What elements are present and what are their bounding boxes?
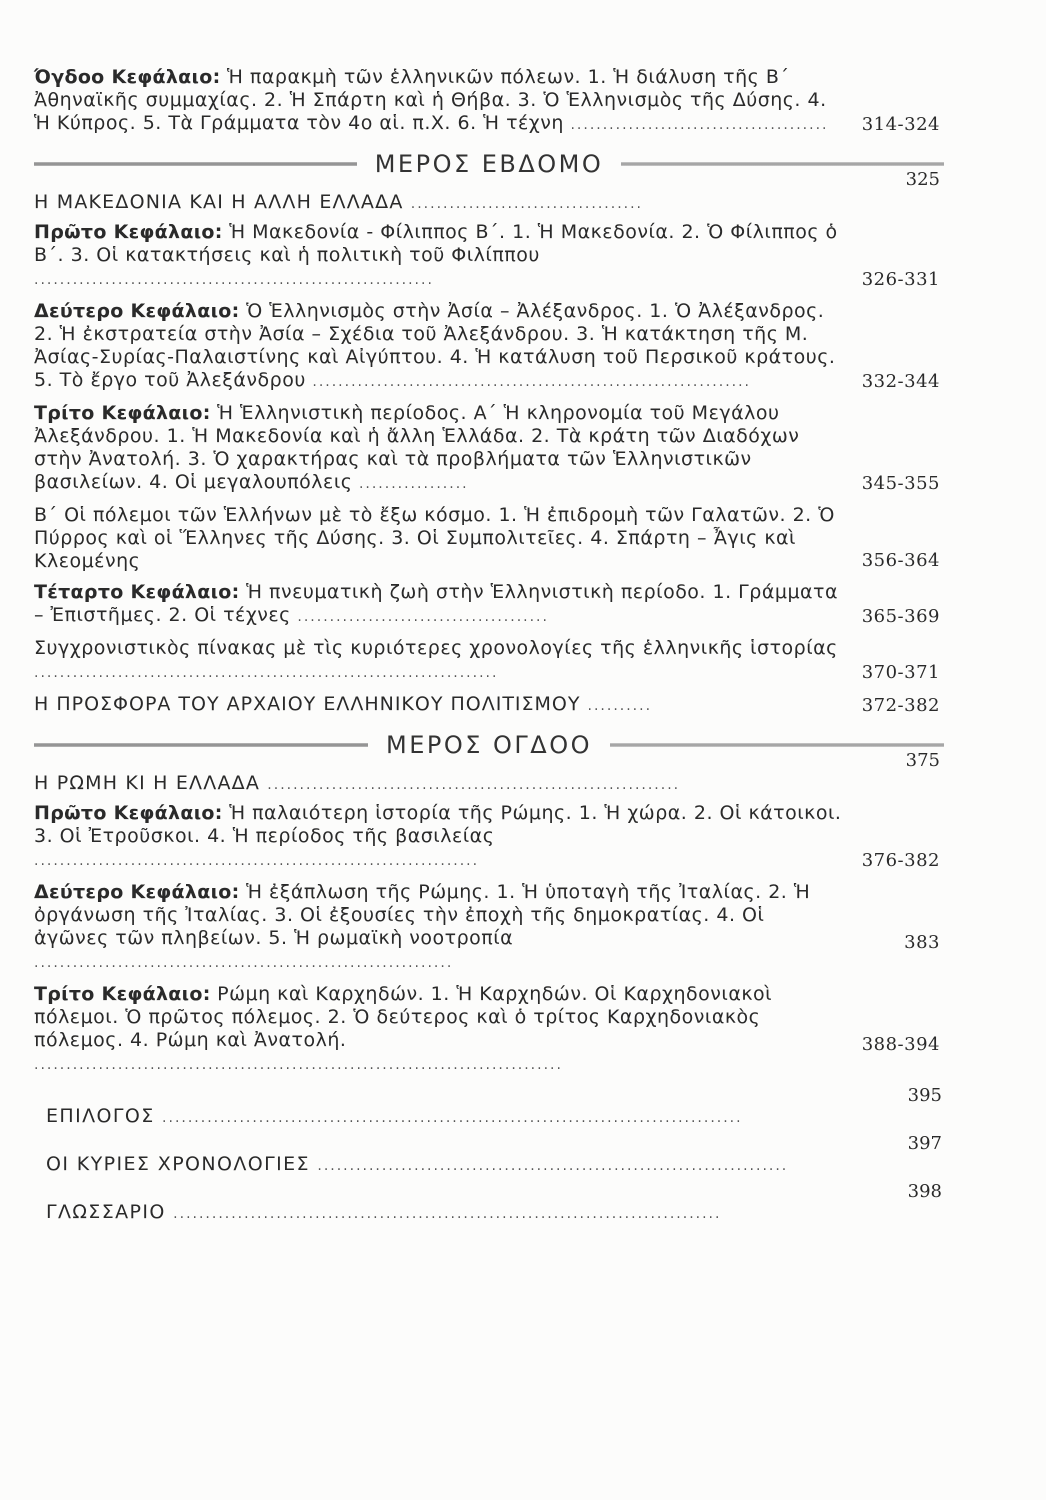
page-number: 383 — [904, 932, 940, 953]
entry-text — [34, 881, 844, 975]
leader-dots: ....................................... — [297, 609, 549, 625]
chapter-contents: Ἡ πνευματικὴ ζωὴ στὴν Ἑλληνιστικὴ περίοδο. 1. Γράμματα – Ἐπιστῆμες. 2. Οἱ τέχνες — [34, 581, 839, 626]
toc-entry-p7-chapter-2[interactable] — [34, 300, 944, 394]
leader-dots: ................. — [358, 476, 469, 492]
toc-entry-glossary[interactable] — [34, 1181, 944, 1227]
end-entry-name: ΕΠΙΛΟΓΟΣ — [46, 1105, 163, 1127]
entry-text — [34, 581, 844, 629]
main-entry-name: Η ΜΑΚΕΔΟΝΙΑ ΚΑΙ Η ΑΛΛΗ ΕΛΛΑΔΑ — [34, 191, 411, 213]
chapter-contents: Ἡ ἐξάπλωση τῆς Ρώμης. 1. Ἡ ὑποταγὴ τῆς Ἰταλίας. 2. Ἡ ὀργάνωση τῆς Ἰταλίας. 3. Οἱ ἐξουσίες τὴν ἐποχὴ τῆς δημοκρατίας. 4. Οἱ ἀγῶνες τῶν πληβείων. 5. Ἡ ρωμαϊκὴ νοοτροπία — [34, 881, 811, 949]
leader-dots: ................................................................ — [267, 777, 681, 793]
page-number: 326-331 — [861, 269, 940, 290]
chapter-heading: Τρίτο Κεφάλαιο: — [34, 402, 211, 424]
page-number: 375 — [905, 750, 940, 771]
chapter-heading: Πρῶτο Κεφάλαιο: — [34, 221, 223, 243]
page-number: 325 — [905, 169, 940, 190]
chapter-heading: Τρίτο Κεφάλαιο: — [34, 983, 211, 1005]
entry-text — [34, 693, 844, 718]
chapter-heading: Δεύτερο Κεφάλαιο: — [34, 300, 240, 322]
page-number: 370-371 — [861, 662, 940, 683]
page-number: 314-324 — [861, 114, 940, 135]
entry-text — [34, 221, 844, 292]
main-entry-title — [34, 191, 944, 213]
toc-entry-p8-chapter-2[interactable] — [34, 881, 944, 975]
leader-dots: ......................................................................... — [317, 1158, 789, 1174]
entry-text — [34, 983, 844, 1077]
leader-dots: .................................................................... — [312, 374, 751, 390]
divider-rule-right — [621, 162, 944, 166]
toc-entry-chapter-8[interactable] — [34, 66, 944, 137]
entry-contents: Η ΠΡΟΣΦΟΡΑ ΤΟΥ ΑΡΧΑΙΟΥ ΕΛΛΗΝΙΚΟΥ ΠΟΛΙΤΙΣΜΟΥ — [34, 693, 588, 715]
toc-entry-p7-chapter-4[interactable] — [34, 581, 944, 629]
chapter-contents: Ἡ παλαιότερη ἱστορία τῆς Ρώμης. 1. Ἡ χώρα. 2. Οἱ κάτοικοι. 3. Οἱ Ἐτροῦσκοι. 4. Ἡ περίοδος τῆς βασιλείας — [34, 802, 842, 847]
leader-dots: ........................................ — [570, 117, 829, 133]
part-8-title: ΜΕΡΟΣ ΟΓΔΟΟ — [386, 731, 592, 759]
part-8-divider — [34, 728, 944, 762]
entry-text — [34, 402, 844, 496]
leader-dots: .................................................................................. — [34, 1057, 563, 1073]
divider-rule-right — [610, 743, 944, 747]
page-number: 345-355 — [861, 473, 940, 494]
part-7-title: ΜΕΡΟΣ ΕΒΔΟΜΟ — [374, 150, 604, 178]
leader-dots: .................................... — [410, 196, 643, 212]
chapter-contents: Ρώμη καὶ Καρχηδών. 1. Ἡ Καρχηδών. Οἱ Καρχηδονιακοὶ πόλεμοι. Ὁ πρῶτος πόλεμος. 2. Ὁ δεύτερος καὶ ὁ τρίτος Καρχηδονιακὸς πόλεμος. 4. Ρώμη καὶ Ἀνατολή. — [34, 983, 773, 1051]
toc-entry-p7-chapter-3a[interactable] — [34, 402, 944, 496]
leader-dots: ........................................................................ — [34, 665, 499, 681]
chapter-contents: Ὁ Ἑλληνισμὸς στὴν Ἀσία – Ἀλέξανδρος. 1. Ὁ Ἀλέξανδρος. 2. Ἡ ἐκστρατεία στὴν Ἀσία – Σχέδια τοῦ Ἀλεξάνδρου. 3. Ἡ κατάκτηση τῆς Μ. Ἀσίας-Συρίας-Παλαιστίνης καὶ Αἰγύπτου. 4. Ἡ κατάλυση τοῦ Περσικοῦ κράτους. 5. Τὸ ἔργο τοῦ Ἀλεξάνδρου — [34, 300, 836, 391]
entry-text — [34, 802, 844, 873]
chapter-heading: Πρῶτο Κεφάλαιο: — [34, 802, 223, 824]
chapter-heading: Τέταρτο Κεφάλαιο: — [34, 581, 240, 603]
end-entry-name: ΟΙ ΚΥΡΙΕΣ ΧΡΟΝΟΛΟΓΙΕΣ — [46, 1153, 318, 1175]
chapter-contents: Ἡ παρακμὴ τῶν ἑλληνικῶν πόλεων. 1. Ἡ διάλυση τῆς Β΄ Ἀθηναϊκῆς συμμαχίας. 2. Ἡ Σπάρτη καὶ ἡ Θήβα. 3. Ὁ Ἑλληνισμὸς τῆς Δύσης. 4. Ἡ Κύπρος. 5. Τὰ Γράμματα τὸν 4ο αἱ. π.Χ. 6. Ἡ τέχνη — [34, 66, 827, 134]
chapter-contents: Β΄ Οἱ πόλεμοι τῶν Ἑλλήνων μὲ τὸ ἔξω κόσμο. 1. Ἡ ἐπιδρομὴ τῶν Γαλατῶν. 2. Ὁ Πύρρος καὶ οἱ Ἕλληνες τῆς Δύσης. 3. Οἱ Συμπολιτεῖες. 4. Σπάρτη – Ἆγις καὶ Κλεομένης — [34, 504, 835, 572]
leader-dots: ................................................................. — [34, 955, 454, 971]
end-entry-title — [46, 1153, 788, 1175]
toc-entry-chronologies[interactable] — [34, 1133, 944, 1179]
leader-dots: ..................................................................................... — [173, 1206, 722, 1222]
entry-text — [34, 66, 844, 137]
page-number: 372-382 — [861, 695, 940, 716]
page-number: 388-394 — [861, 1034, 940, 1055]
page-number: 332-344 — [861, 371, 940, 392]
end-entry-title — [46, 1201, 721, 1223]
entry-text — [34, 504, 844, 573]
chapter-heading: Δεύτερο Κεφάλαιο: — [34, 881, 240, 903]
entry-text — [34, 300, 844, 394]
leader-dots: ..................................................................... — [34, 853, 480, 869]
end-entry-name: ΓΛΩΣΣΑΡΙΟ — [46, 1201, 174, 1223]
part-8-main-entry[interactable] — [34, 750, 944, 794]
toc-entry-p7-contribution[interactable] — [34, 693, 944, 718]
divider-rule-left — [34, 743, 368, 747]
chapter-contents: Ἡ Ἑλληνιστικὴ περίοδος. Α΄ Ἡ κληρονομία τοῦ Μεγάλου Ἀλεξάνδρου. 1. Ἡ Μακεδονία καὶ ἡ ἄλλη Ἑλλάδα. 2. Τὰ κράτη τῶν Διαδόχων στὴν Ἀνατολή. 3. Ὁ χαρακτήρας καὶ τὰ προβλήματα τῶν Ἑλληνιστικῶν βασιλείων. 4. Οἱ μεγαλουπόλεις — [34, 402, 800, 493]
part-7-divider — [34, 147, 944, 181]
end-entry-title — [46, 1105, 743, 1127]
toc-entry-p8-chapter-3[interactable] — [34, 983, 944, 1077]
page-number: 356-364 — [861, 550, 940, 571]
page-number: 395 — [907, 1085, 942, 1106]
toc-entry-epilogue[interactable] — [34, 1085, 944, 1131]
table-of-contents — [34, 66, 944, 1227]
entry-text — [34, 637, 844, 685]
toc-entry-p8-chapter-1[interactable] — [34, 802, 944, 873]
page-number: 398 — [907, 1181, 942, 1202]
leader-dots: .............................................................. — [34, 272, 434, 288]
chapter-contents: Ἡ Μακεδονία - Φίλιππος Β΄. 1. Ἡ Μακεδονία. 2. Ὁ Φίλιππος ὁ Β΄. 3. Οἱ κατακτήσεις καὶ ἡ πολιτικὴ τοῦ Φιλίππου — [34, 221, 838, 266]
leader-dots: .......... — [587, 698, 653, 714]
page-number: 397 — [907, 1133, 942, 1154]
page-number: 376-382 — [861, 850, 940, 871]
main-entry-title — [34, 772, 944, 794]
divider-rule-left — [34, 162, 357, 166]
main-entry-name: Η ΡΩΜΗ ΚΙ Η ΕΛΛΑΔΑ — [34, 772, 268, 794]
toc-entry-p7-chapter-1[interactable] — [34, 221, 944, 292]
part-7-main-entry[interactable] — [34, 169, 944, 213]
entry-contents: Συγχρονιστικὸς πίνακας μὲ τὶς κυριότερες χρονολογίες τῆς ἑλληνικῆς ἱστορίας — [34, 637, 838, 659]
chapter-heading: Όγδοο Κεφάλαιο: — [34, 66, 221, 88]
toc-entry-p7-chapter-3b[interactable] — [34, 504, 944, 573]
leader-dots: .......................................................................................... — [162, 1110, 743, 1126]
toc-entry-p7-synchronous-table[interactable] — [34, 637, 944, 685]
page-number: 365-369 — [861, 606, 940, 627]
